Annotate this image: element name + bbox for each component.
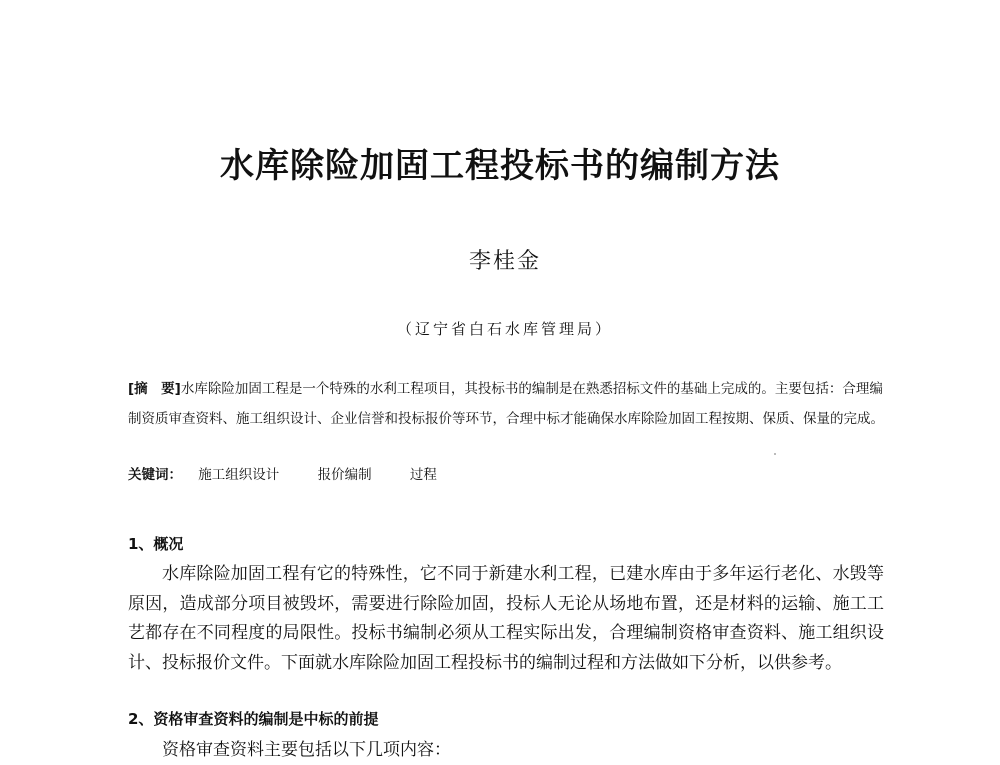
abstract xyxy=(128,374,888,434)
keyword: 过程 xyxy=(409,467,437,483)
scan-speck xyxy=(774,453,776,455)
keywords-label: 关键词： xyxy=(128,467,182,483)
abstract-text: 水库除险加固工程是一个特殊的水利工程项目，其投标书的编制是在熟悉招标文件的基础上完成的。主要包括：合理编制资质审查资料、施工组织设计、企业信誉和投标报价等环节，合理中标才能确保水库除险加固工程按期、保质、保量的完成。 xyxy=(128,381,884,427)
author-affiliation: （辽宁省白石水库管理局） xyxy=(396,320,613,338)
section-heading-1: 1、概况 xyxy=(128,535,184,553)
section-heading-2: 2、资格审查资料的编制是中标的前提 xyxy=(128,710,379,728)
section-1-paragraph: 水库除险加固工程有它的特殊性，它不同于新建水利工程，已建水库由于多年运行老化、水毁等原因，造成部分项目被毁坏，需要进行除险加固，投标人无论从场地布置，还是材料的运输、施工工艺都存在不同程度的局限性。投标书编制必须从工程实际出发，合理编制资格审查资料、施工组织设计、投标报价文件。下面就水库除险加固工程投标书的编制过程和方法做如下分析，以供参考。 xyxy=(128,564,884,673)
keyword: 施工组织设计 xyxy=(198,467,280,483)
author-name: 李桂金 xyxy=(468,249,541,274)
abstract-label: [摘 要] xyxy=(128,381,181,397)
keywords xyxy=(128,464,471,486)
section-2-paragraph: 资格审查资料主要包括以下几项内容： xyxy=(162,740,451,760)
keyword: 报价编制 xyxy=(317,467,372,483)
paper-title: 水库除险加固工程投标书的编制方法 xyxy=(220,146,780,186)
